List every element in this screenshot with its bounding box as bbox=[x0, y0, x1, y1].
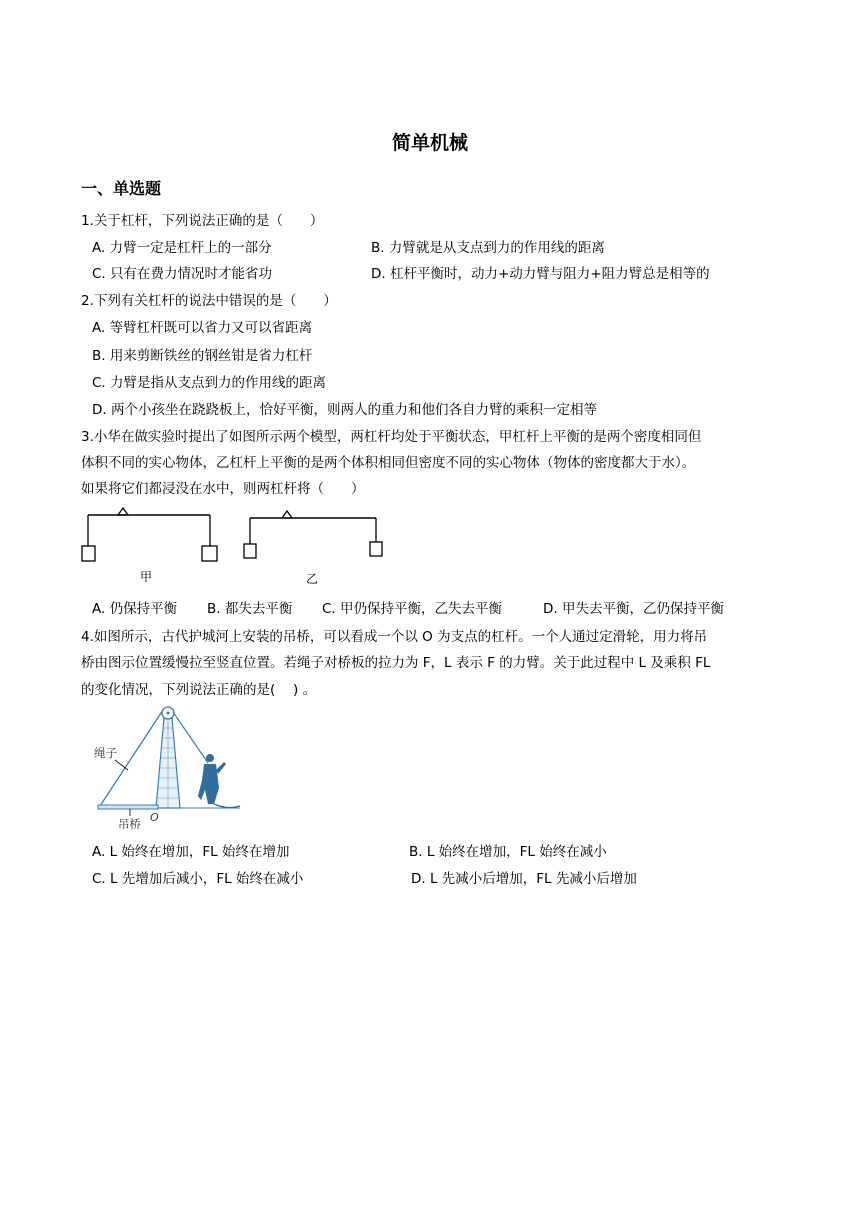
question-3-stem-line-2: 体积不同的实心物体，乙杠杆上平衡的是两个体积相同但密度不同的实心物体（物体的密度都大于水）。 bbox=[81, 455, 696, 471]
question-4-option-a[interactable]: A. L 始终在增加，FL 始终在增加 bbox=[92, 844, 290, 860]
question-2-option-a[interactable]: A. 等臂杠杆既可以省力又可以省距离 bbox=[92, 320, 313, 336]
question-4-stem-line-2: 桥由图示位置缓慢拉至竖直位置。若绳子对桥板的拉力为 F，L 表示 F 的力臂。关于此过程中 L 及乘积 FL bbox=[81, 655, 711, 671]
question-2-option-b[interactable]: B. 用来剪断铁丝的钢丝钳是省力杠杆 bbox=[92, 348, 313, 364]
question-3-figure bbox=[80, 505, 390, 590]
question-3-option-b[interactable]: B. 都失去平衡 bbox=[207, 601, 293, 617]
question-4-stem-line-1: 4.如图所示，古代护城河上安装的吊桥，可以看成一个以 O 为支点的杠杆。一个人通过定滑轮，用力将吊 bbox=[81, 629, 708, 645]
question-4-option-d[interactable]: D. L 先减小后增加，FL 先减小后增加 bbox=[411, 871, 637, 887]
question-3-stem-line-1: 3.小华在做实验时提出了如图所示两个模型，两杠杆均处于平衡状态，甲杠杆上平衡的是两个密度相同但 bbox=[81, 429, 702, 445]
question-2-option-d[interactable]: D. 两个小孩坐在跷跷板上，恰好平衡，则两人的重力和他们各自力臂的乘积一定相等 bbox=[92, 402, 597, 418]
question-4-option-b[interactable]: B. L 始终在增加，FL 始终在减小 bbox=[409, 844, 607, 860]
tower bbox=[156, 718, 180, 808]
block-yi-right bbox=[370, 542, 382, 556]
section-heading: 一、单选题 bbox=[81, 179, 162, 198]
question-3-option-a[interactable]: A. 仍保持平衡 bbox=[92, 601, 178, 617]
label-pivot: O bbox=[150, 811, 159, 824]
rope-to-person bbox=[173, 712, 208, 763]
question-4-figure bbox=[90, 700, 250, 835]
document-title: 简单机械 bbox=[391, 132, 468, 154]
question-2-stem: 2.下列有关杠杆的说法中错误的是（ ） bbox=[81, 293, 337, 309]
question-3-option-d[interactable]: D. 甲失去平衡，乙仍保持平衡 bbox=[543, 601, 724, 617]
label-yi: 乙 bbox=[306, 572, 319, 586]
label-bridge: 吊桥 bbox=[118, 817, 141, 831]
person-figure bbox=[198, 754, 240, 808]
block-jia-right bbox=[202, 546, 217, 561]
question-1-option-c[interactable]: C. 只有在费力情况时才能省功 bbox=[92, 266, 273, 282]
block-jia-left bbox=[82, 546, 95, 561]
question-1-option-a[interactable]: A. 力臂一定是杠杆上的一部分 bbox=[92, 240, 272, 256]
block-yi-left bbox=[244, 544, 256, 558]
question-1-option-d[interactable]: D. 杠杆平衡时，动力+动力臂与阻力+阻力臂总是相等的 bbox=[371, 266, 710, 282]
fulcrum-yi bbox=[282, 511, 292, 518]
question-4-option-c[interactable]: C. L 先增加后减小，FL 始终在减小 bbox=[92, 871, 304, 887]
question-1-option-b[interactable]: B. 力臂就是从支点到力的作用线的距离 bbox=[371, 240, 605, 256]
question-1-stem: 1.关于杠杆，下列说法正确的是（ ） bbox=[81, 213, 324, 229]
fulcrum-jia bbox=[118, 508, 128, 515]
question-3-stem-line-3: 如果将它们都浸没在水中，则两杠杆将（ ） bbox=[81, 481, 365, 497]
question-4-stem-line-3: 的变化情况，下列说法正确的是( ) 。 bbox=[81, 682, 317, 698]
label-jia: 甲 bbox=[140, 570, 153, 584]
question-2-option-c[interactable]: C. 力臂是指从支点到力的作用线的距离 bbox=[92, 375, 327, 391]
lever-yi bbox=[244, 511, 382, 586]
lever-jia bbox=[82, 508, 217, 584]
bridge bbox=[98, 805, 158, 809]
label-rope: 绳子 bbox=[94, 746, 117, 760]
question-3-option-c[interactable]: C. 甲仍保持平衡，乙失去平衡 bbox=[322, 601, 503, 617]
